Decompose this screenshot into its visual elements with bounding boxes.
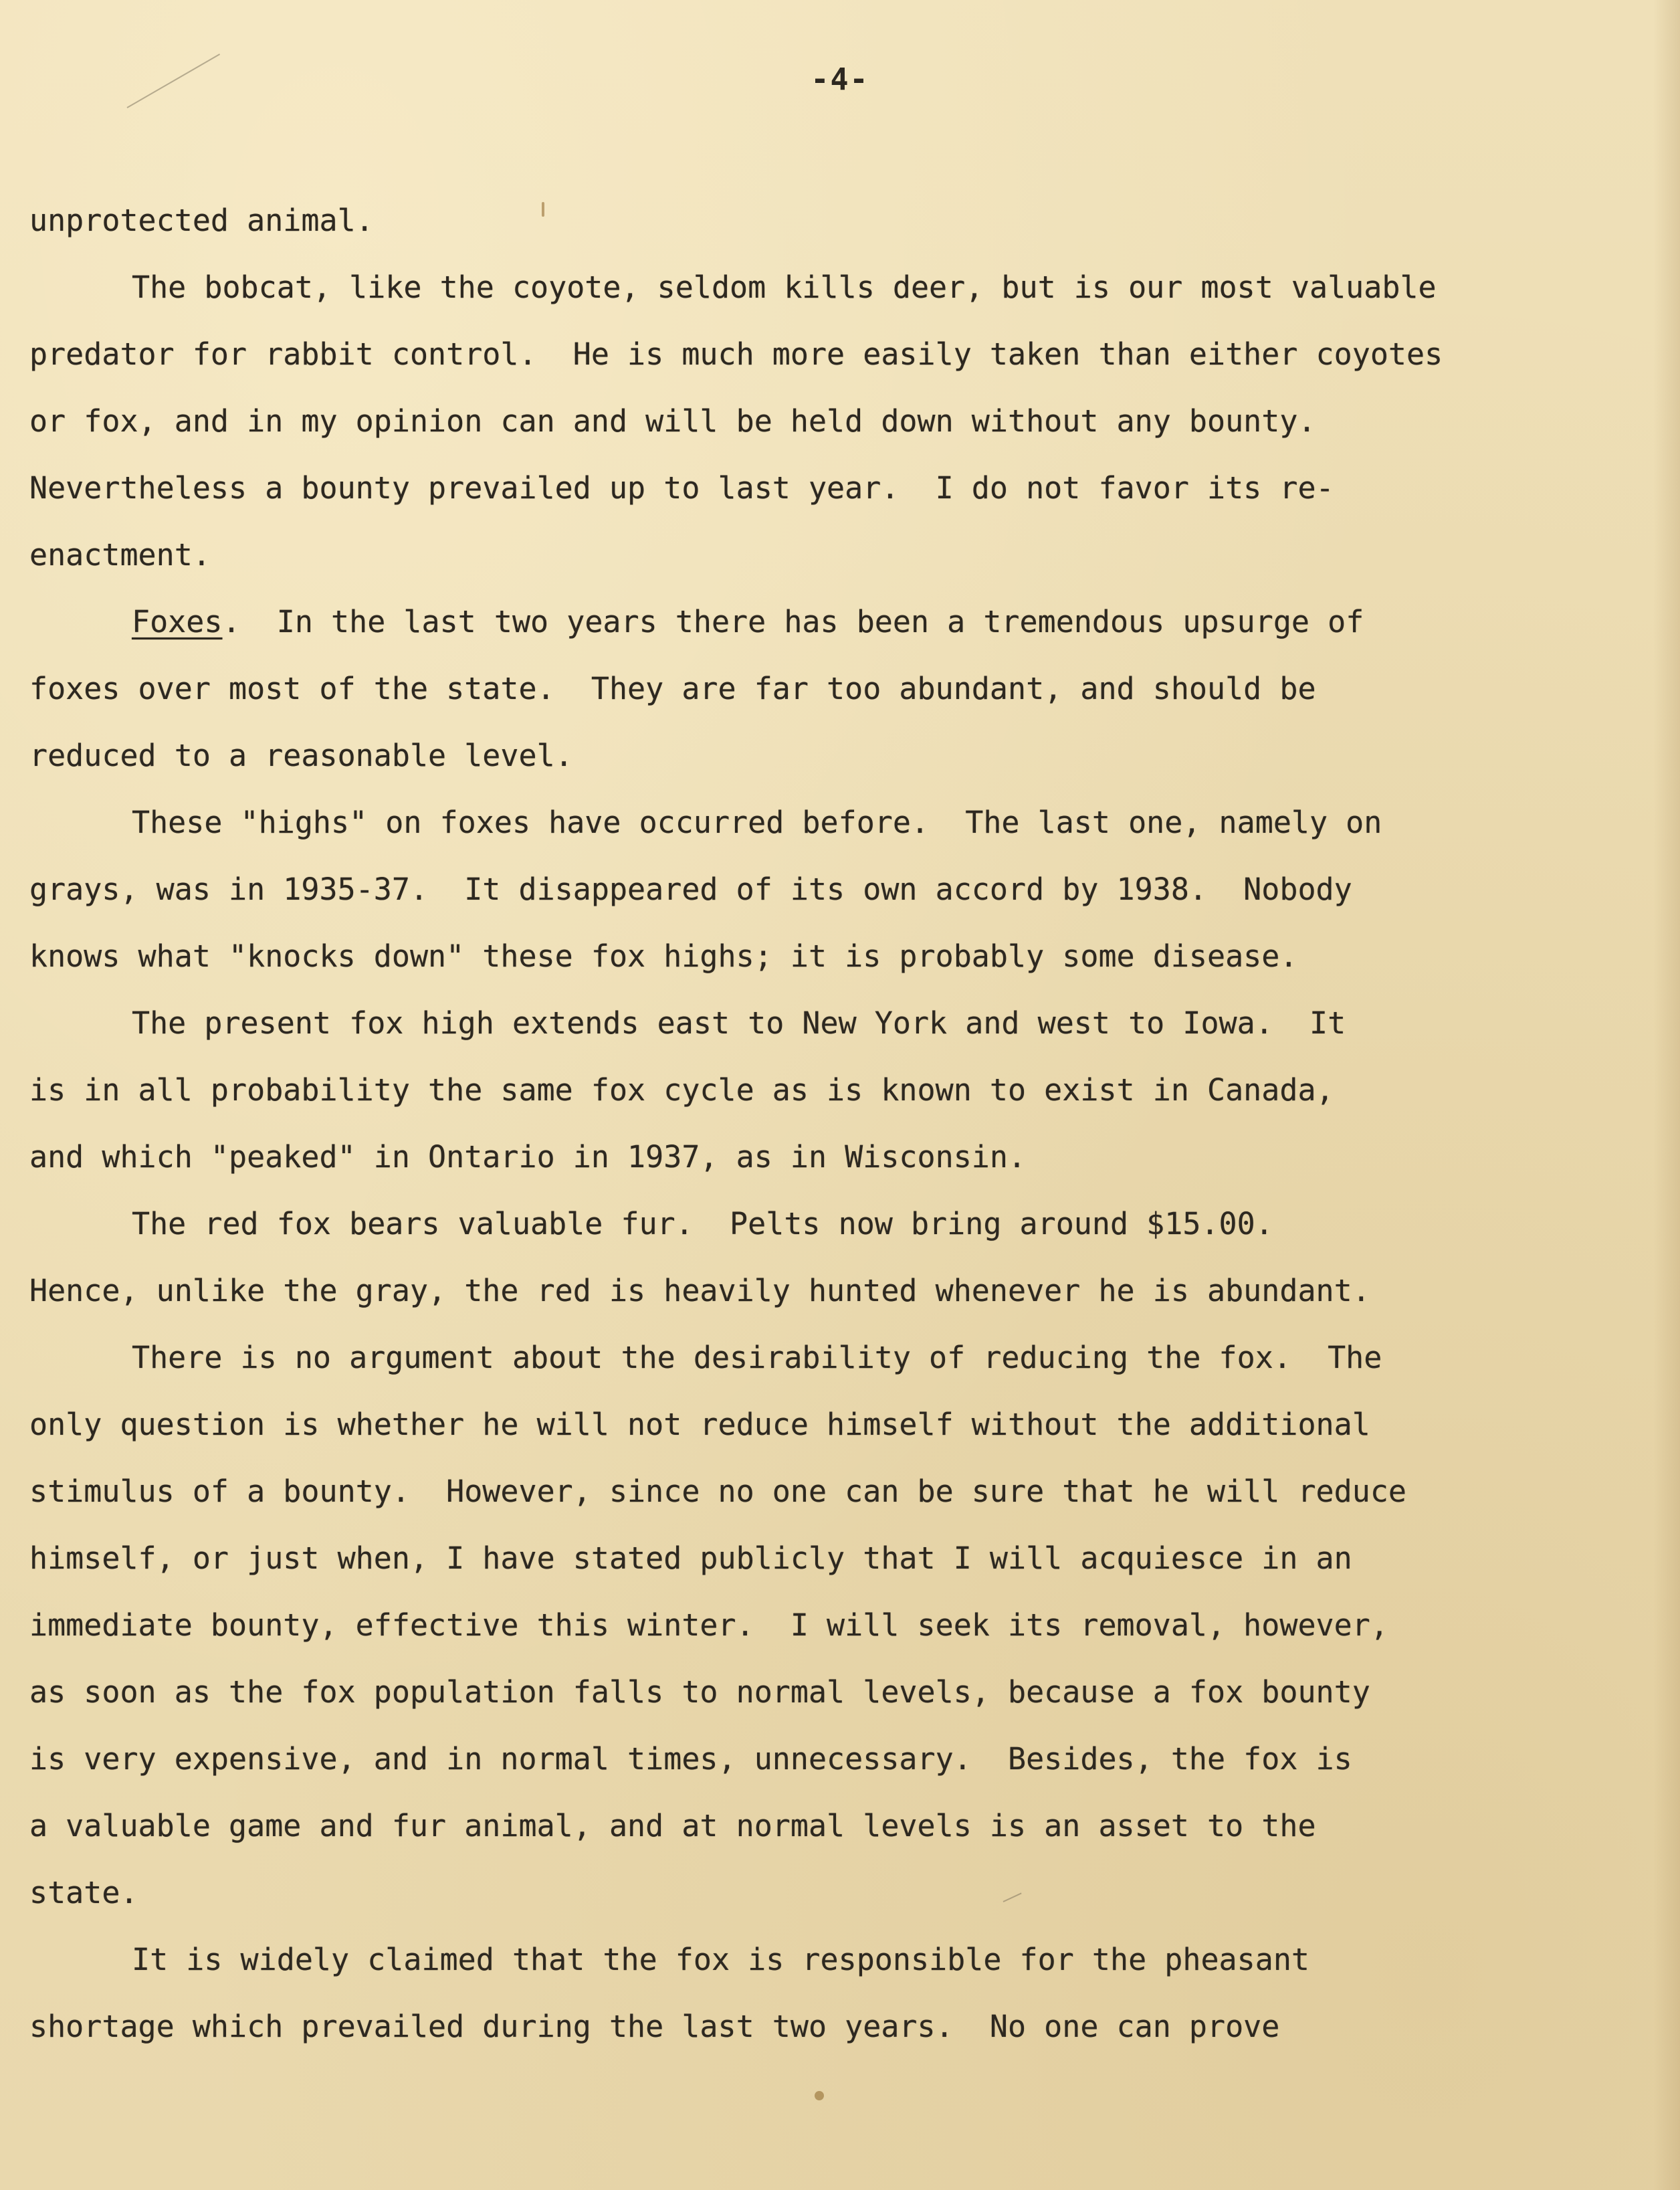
text-line: and which "peaked" in Ontario in 1937, as in Wisconsin.	[29, 1139, 1027, 1175]
text-line: himself, or just when, I have stated publicly that I will acquiesce in an	[29, 1540, 1352, 1576]
text-line: Hence, unlike the gray, the red is heavily hunted whenever he is abundant.	[29, 1273, 1370, 1308]
text-line: unprotected animal.	[29, 203, 374, 238]
text-line: is very expensive, and in normal times, unnecessary. Besides, the fox is	[29, 1741, 1352, 1777]
text-line: It is widely claimed that the fox is responsible for the pheasant	[132, 1942, 1309, 1977]
text-line: knows what "knocks down" these fox highs; it is probably some disease.	[29, 938, 1298, 974]
text-line: These "highs" on foxes have occurred before. The last one, namely on	[132, 805, 1382, 840]
text-line: predator for rabbit control. He is much more easily taken than either coyotes	[29, 336, 1443, 372]
paper-smudge	[815, 2091, 824, 2100]
text-line: stimulus of a bounty. However, since no one can be sure that he will reduce	[29, 1474, 1407, 1509]
text-line: only question is whether he will not reduce himself without the additional	[29, 1407, 1370, 1442]
text-line-rest: . In the last two years there has been a tremendous upsurge of	[222, 604, 1364, 639]
letter-body	[29, 187, 1661, 2060]
page-number: -4-	[811, 62, 869, 97]
text-line	[29, 589, 1661, 656]
text-line: or fox, and in my opinion can and will be held down without any bounty.	[29, 403, 1316, 439]
section-heading-foxes: Foxes	[132, 604, 223, 639]
text-line: There is no argument about the desirability of reducing the fox. The	[132, 1340, 1382, 1375]
text-line: immediate bounty, effective this winter. I will seek its removal, however,	[29, 1607, 1388, 1643]
text-line: The present fox high extends east to New York and west to Iowa. It	[132, 1005, 1346, 1041]
text-line: The bobcat, like the coyote, seldom kills deer, but is our most valuable	[132, 270, 1437, 305]
text-line: grays, was in 1935-37. It disappeared of its own accord by 1938. Nobody	[29, 872, 1352, 907]
text-line: The red fox bears valuable fur. Pelts now bring around $15.00.	[132, 1206, 1273, 1241]
text-line: shortage which prevailed during the last two years. No one can prove	[29, 2009, 1280, 2044]
text-line: enactment.	[29, 537, 211, 573]
text-line: a valuable game and fur animal, and at normal levels is an asset to the	[29, 1808, 1316, 1844]
text-line: reduced to a reasonable level.	[29, 738, 573, 773]
text-line: is in all probability the same fox cycle as is known to exist in Canada,	[29, 1072, 1334, 1108]
text-line: as soon as the fox population falls to normal levels, because a fox bounty	[29, 1674, 1370, 1710]
text-line: foxes over most of the state. They are far too abundant, and should be	[29, 671, 1316, 706]
text-line: state.	[29, 1875, 138, 1910]
text-line: Nevertheless a bounty prevailed up to last year. I do not favor its re-	[29, 470, 1334, 506]
